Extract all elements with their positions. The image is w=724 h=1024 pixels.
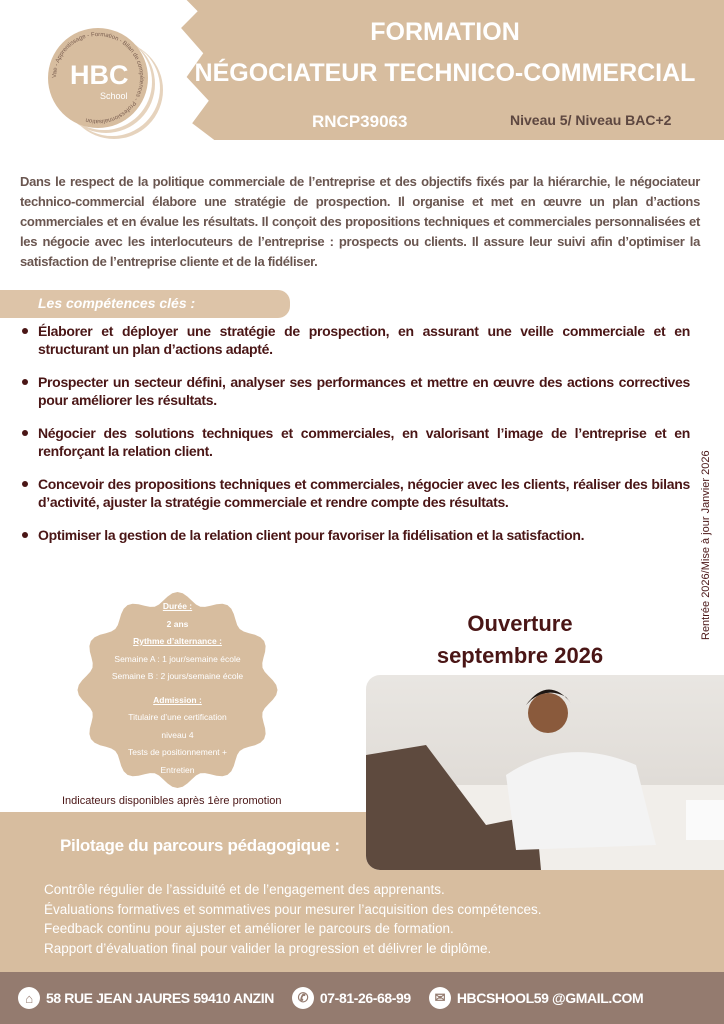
- list-item: Prospecter un secteur défini, analyser ses performances et mettre en œuvre des actions correctives pour améliorer les résultats.: [22, 373, 690, 409]
- niveau: Niveau 5/ Niveau BAC+2: [510, 112, 672, 128]
- semaine-a: Semaine A : 1 jour/semaine école: [114, 653, 241, 664]
- email[interactable]: HBCSHOOL59 @GMAIL.COM: [456, 990, 644, 1006]
- page-title: FORMATION NÉGOCIATEUR TECHNICO-COMMERCIAL: [194, 18, 696, 87]
- pilotage-list: [44, 880, 541, 958]
- admission-line: niveau 4: [161, 729, 194, 740]
- ouverture-heading: Ouverture septembre 2026: [436, 611, 604, 668]
- mail-icon: ✉: [429, 987, 451, 1009]
- list-item: Rapport d’évaluation final pour valider la progression et délivrer le diplôme.: [44, 940, 492, 956]
- admission-line: Entretien: [160, 764, 195, 775]
- pilotage-heading: Pilotage du parcours pédagogique :: [60, 836, 340, 855]
- competences-list: [22, 322, 690, 559]
- admission-label: Admission :: [153, 694, 202, 705]
- handshake-photo: [366, 675, 724, 870]
- phone-icon: ✆: [292, 987, 314, 1009]
- svg-text:Vae - Apprentissage - Formatio: Vae - Apprentissage - Formation - Bilan de compétences - Professionnalisation: [51, 31, 145, 125]
- rythme-label: Rythme d’alternance :: [133, 636, 222, 646]
- address: 58 RUE JEAN JAURES 59410 ANZIN: [46, 990, 274, 1006]
- info-badge: [75, 590, 280, 790]
- duree-label: Durée :: [162, 601, 193, 611]
- hbc-logo: [48, 28, 148, 128]
- list-item: Élaborer et déployer une stratégie de prospection, en assurant une veille commerciale et en structurant un plan d’actions adapté.: [22, 322, 690, 358]
- update-note: Rentrée 2026/Mise à jour Janvier 2026: [700, 450, 712, 640]
- footer: [0, 972, 724, 1024]
- semaine-b: Semaine B : 2 jours/semaine école: [111, 671, 244, 681]
- list-item: Concevoir des propositions techniques et commerciales, négocier avec les clients, réaliser des bilans d’activité, ajuster la stratégie commerciale et rendre compte des résultats.: [22, 475, 690, 511]
- list-item: Contrôle régulier de l’assiduité et de l’engagement des apprenants.: [44, 882, 445, 897]
- rncp-code: RNCP39063: [312, 112, 408, 131]
- admission-line: Tests de positionnement +: [128, 747, 227, 757]
- logo-name: HBC: [70, 60, 129, 90]
- competences-heading: Les compétences clés :: [0, 290, 290, 318]
- list-item: Optimiser la gestion de la relation client pour favoriser la fidélisation et la satisfaction.: [22, 526, 690, 544]
- list-item: Évaluations formatives et sommatives pour mesurer l’acquisition des compétences.: [44, 901, 542, 917]
- intro-paragraph: Dans le respect de la politique commerciale de l’entreprise et des objectifs fixés par la hiérarchie, le négociateur technico-commercial élabore une stratégie de prospection. Il organise et met en œuvre un plan d’actions commerciales et en évalue les résultats. Il conçoit des propositions techniques et commerciales personnalisées et les négocie avec les interlocuteurs de l’entreprise : prospects ou clients. Il assure leur suivi afin d’optimiser la satisfaction de l’entreprise cliente et de la fidéliser.: [20, 174, 700, 269]
- logo-sub: School: [100, 91, 128, 101]
- phone[interactable]: 07-81-26-68-99: [319, 990, 411, 1006]
- photo-illustration: [366, 675, 724, 870]
- indicateurs-note: Indicateurs disponibles après 1ère promotion: [62, 795, 282, 807]
- list-item: Négocier des solutions techniques et commerciales, en valorisant l’image de l’entreprise et en renforçant la relation client.: [22, 424, 690, 460]
- admission-line: Titulaire d’une certification: [128, 712, 227, 722]
- duree: 2 ans: [166, 618, 189, 629]
- list-item: Feedback continu pour ajuster et améliorer le parcours de formation.: [44, 921, 454, 936]
- home-icon: ⌂: [18, 987, 40, 1009]
